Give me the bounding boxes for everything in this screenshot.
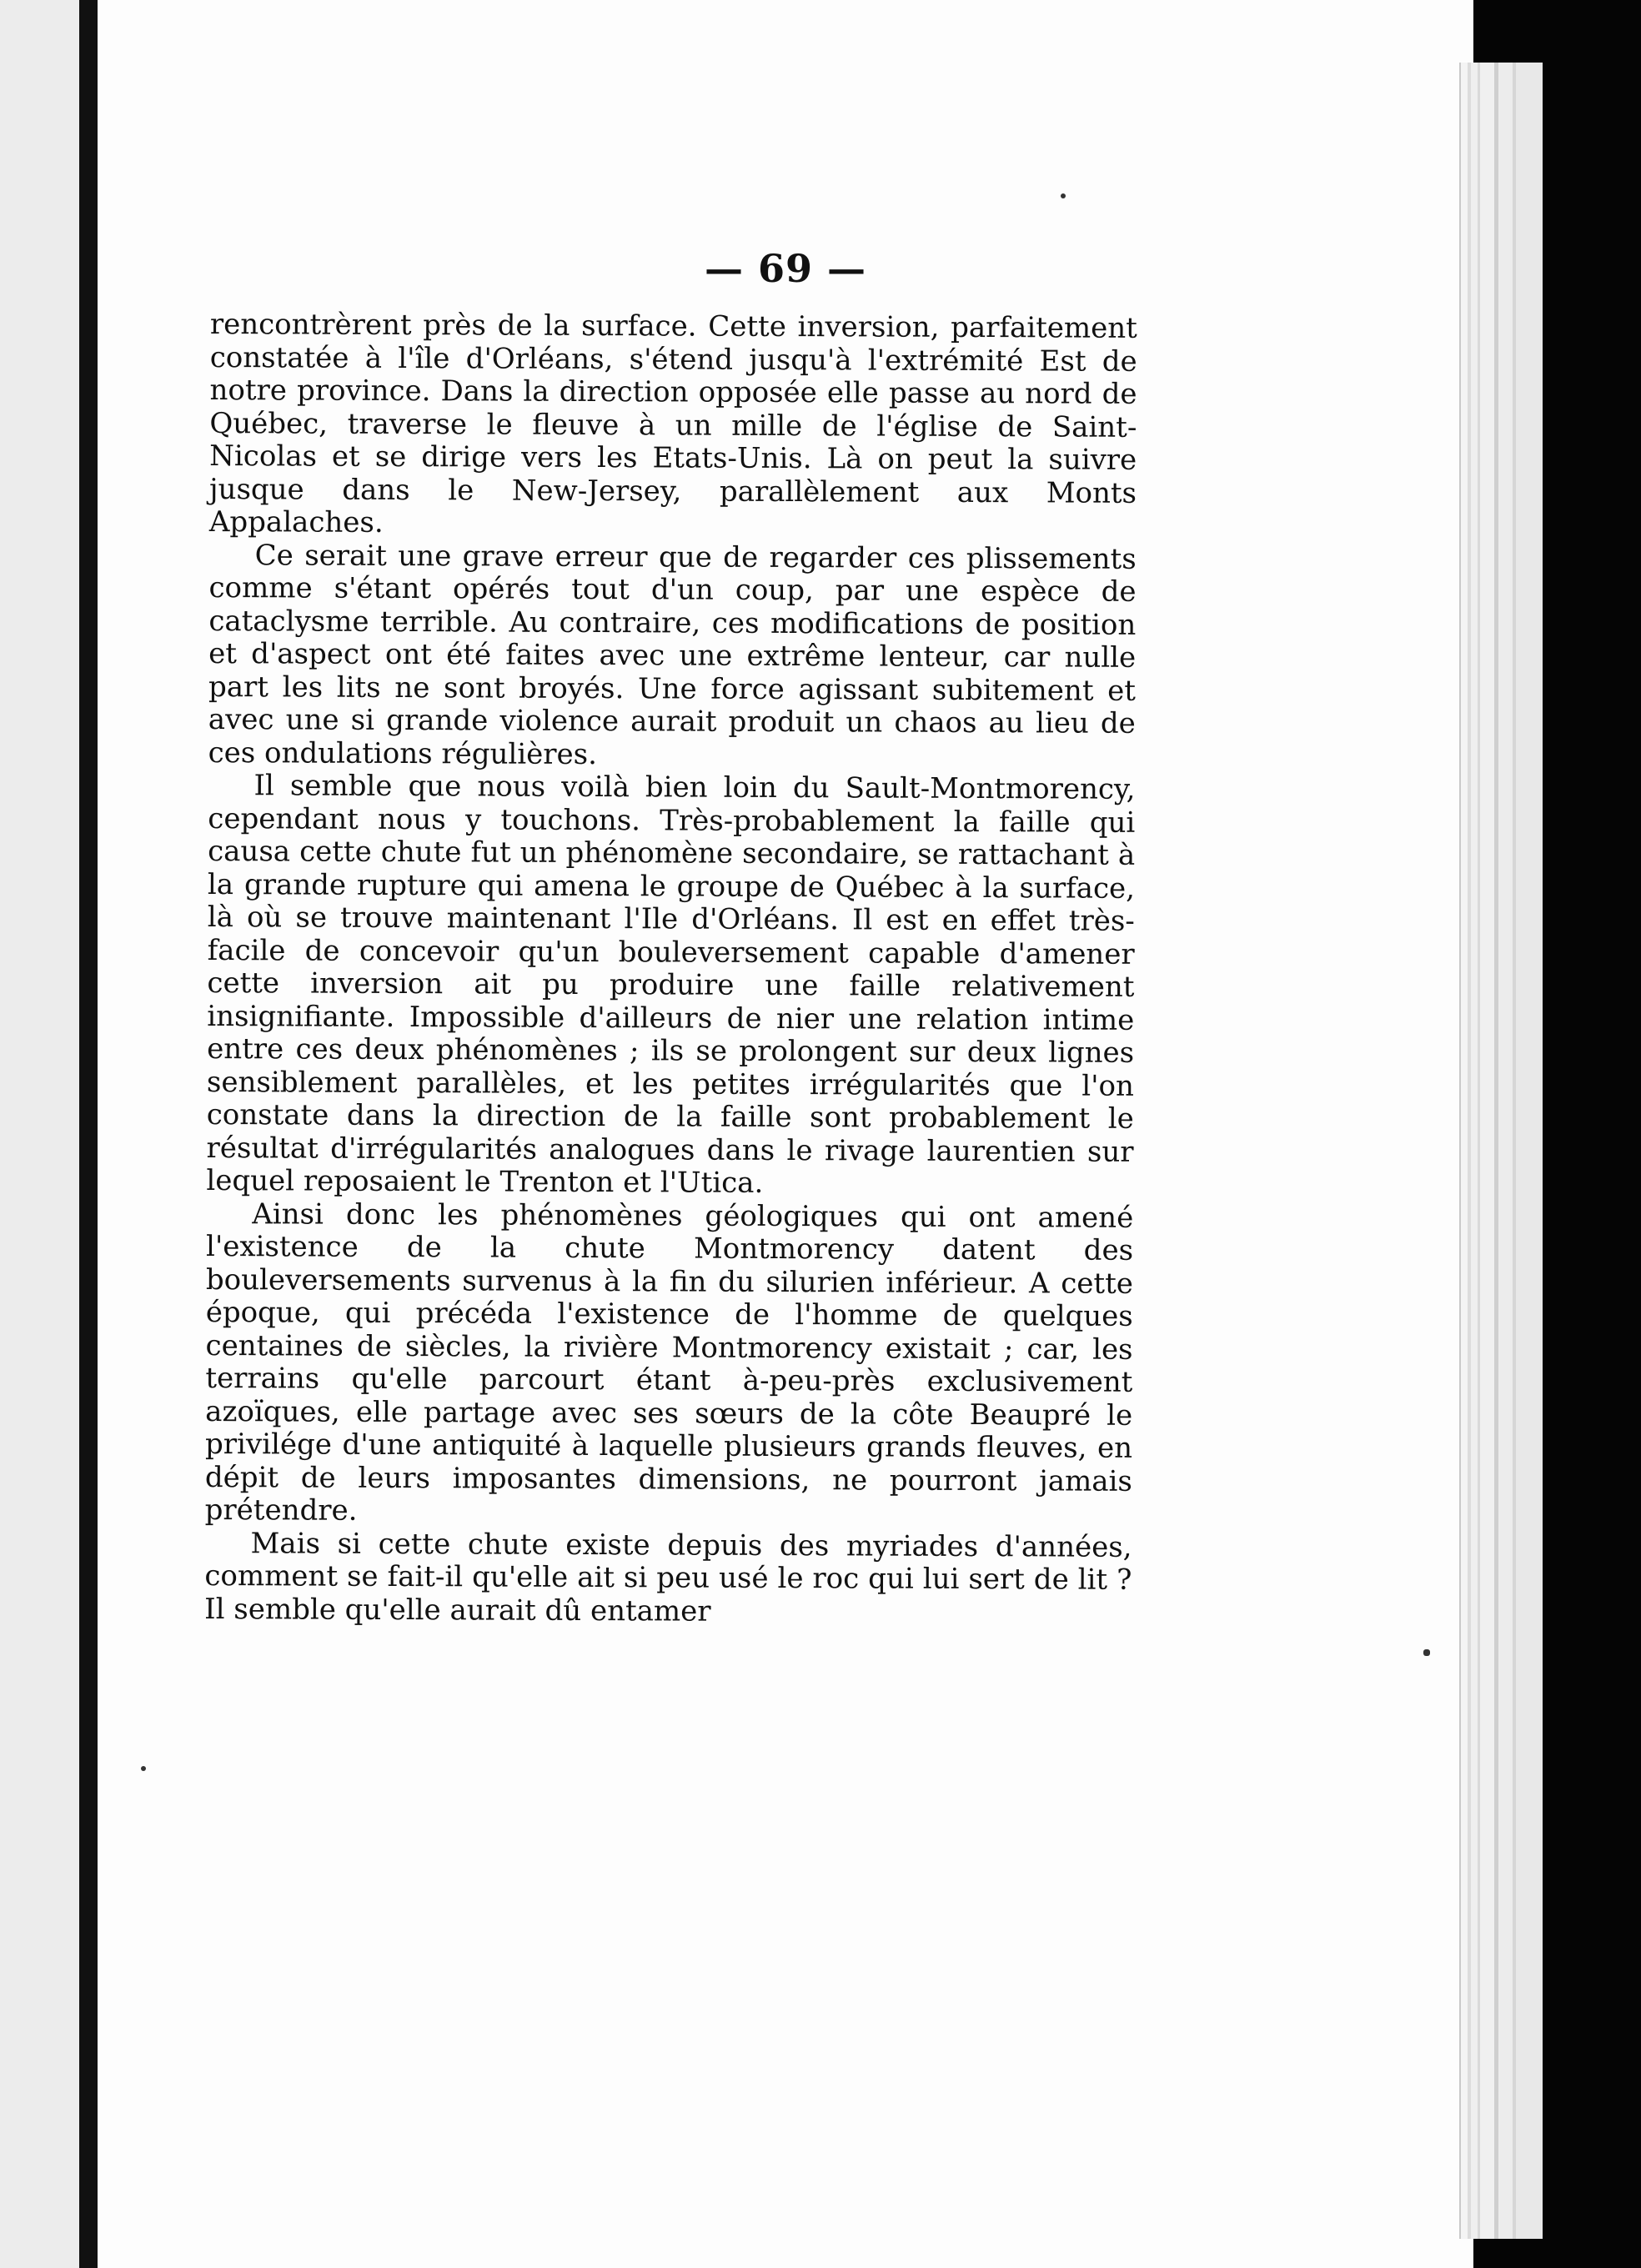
ink-speck bbox=[1423, 1649, 1430, 1656]
paragraph-5: Mais si cette chute existe depuis des myriades d'années, comment se fait-il qu'elle ait si peu usé le roc qui lui sert de lit ? Il semble qu'elle aurait dû entamer bbox=[204, 1526, 1132, 1628]
left-page-edge bbox=[0, 0, 79, 2268]
page-number: — 69 — bbox=[704, 246, 867, 291]
paragraph-4: Ainsi donc les phénomènes géologiques qui ont amené l'existence de la chute Montmorency datent des bouleversements survenus à la fin du silurien inférieur. A cette époque, qui précéda l'existence de l'homme de quelques centaines de siècles, la rivière Montmorency existait ; car, les terrains qu'elle parcourt étant à-peu-près exclusivement azoïques, elle partage avec ses sœurs de la côte Beaupré le privilége d'une antiquité à laquelle plusieurs grands fleuves, en dépit de leurs imposantes dimensions, ne pourront jamais prétendre. bbox=[204, 1197, 1134, 1528]
book-gutter bbox=[79, 0, 98, 2268]
paragraph-2: Ce serait une grave erreur que de regarder ces plissements comme s'étant opérés tout d'un coup, par une espèce de cataclysme terrible. Au contraire, ces modifications de position et d'aspect ont été faites avec une extrême lenteur, car nulle part les lits ne sont broyés. Une force agissant subitement et avec une si grande violence aurait produit un chaos au lieu de ces ondulations régulières. bbox=[208, 538, 1137, 771]
ink-speck bbox=[141, 1766, 146, 1771]
book-page bbox=[98, 0, 1473, 2268]
paragraph-1: rencontrèrent près de la surface. Cette inversion, parfaitement constatée à l'île d'Orléans, s'étend jusqu'à l'extrémité Est de notre province. Dans la direction opposée elle passe au nord de Québec, traverse le fleuve à un mille de l'église de Saint-Nicolas et se dirige vers les Etats-Unis. Là on peut la suivre jusque dans le New-Jersey, parallèlement aux Monts Appalaches. bbox=[208, 308, 1137, 539]
paragraph-3: Il semble que nous voilà bien loin du Sault-Montmorency, cependant nous y touchons. Très-probablement la faille qui causa cette chute fut un phénomène secondaire, se rattachant à la grande rupture qui amena le groupe de Québec à la surface, là où se trouve maintenant l'Ile d'Orléans. Il est en effet très-facile de concevoir qu'un bouleversement capable d'amener cette inversion ait pu produire une faille relativement insignifiante. Impossible d'ailleurs de nier une relation intime entre ces deux phénomènes ; ils se prolongent sur deux lignes sensiblement parallèles, et les petites irrégularités que l'on constate dans la direction de la faille sont probablement le résultat d'irrégularités analogues dans le rivage laurentien sur lequel reposaient le Trenton et l'Utica. bbox=[206, 769, 1136, 1200]
scan-background-right bbox=[1543, 0, 1641, 2268]
page-header bbox=[98, 246, 1473, 291]
page-edges-stack bbox=[1459, 63, 1544, 2239]
ink-speck bbox=[1061, 193, 1066, 198]
page-body-text bbox=[204, 309, 1137, 1630]
